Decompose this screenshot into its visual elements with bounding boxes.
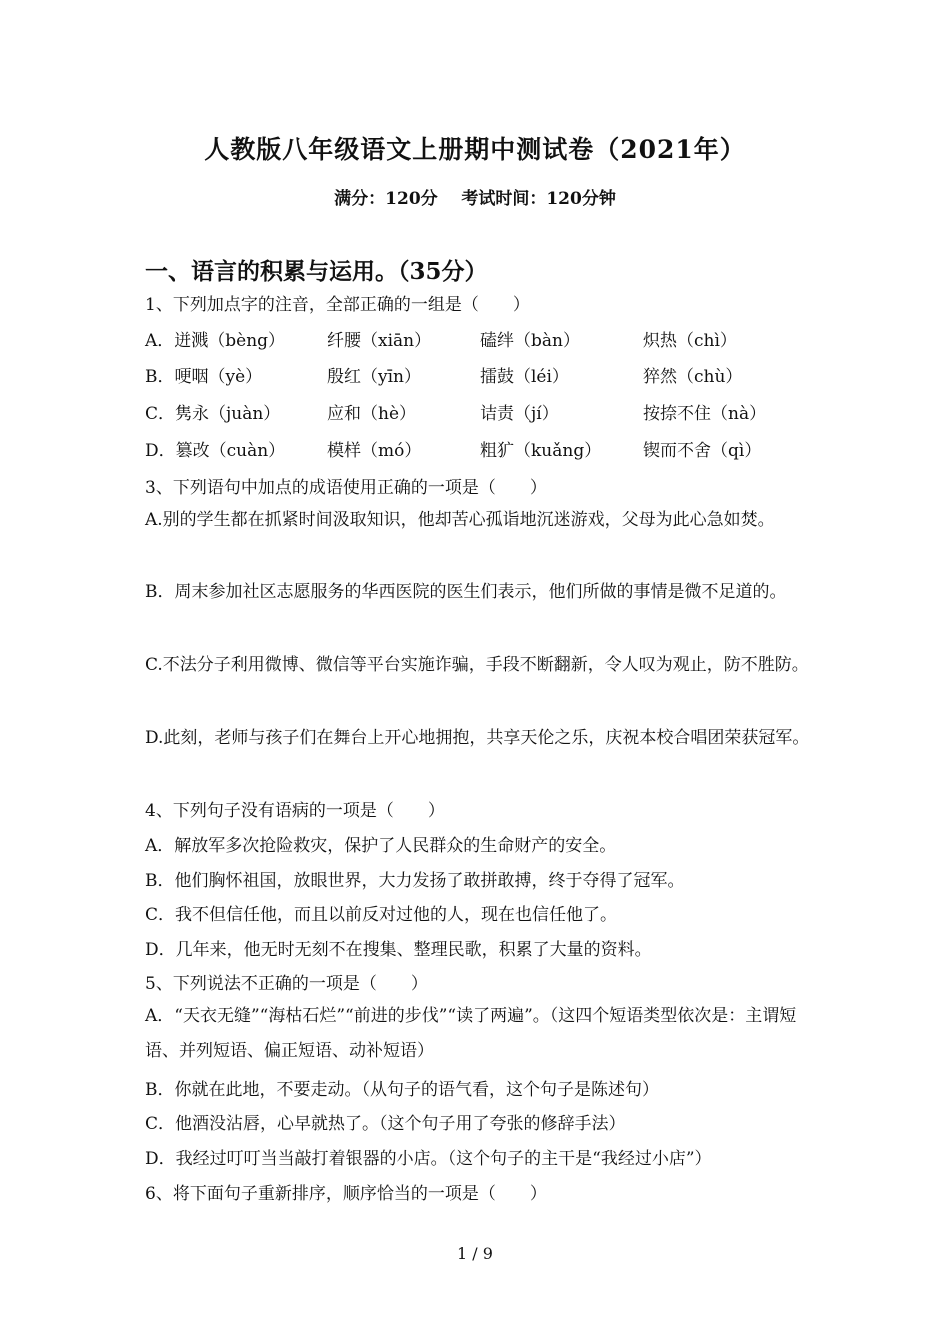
q3-option-b: B．周末参加社区志愿服务的华西医院的医生们表示，他们所做的事情是微不足道的。 (145, 582, 787, 602)
q1-option-a-4: 炽热（chì） (643, 331, 737, 351)
q1-option-a-2: 纤腰（xiān） (327, 331, 432, 351)
q1-option-d-3: 粗犷（kuǎng） (480, 441, 602, 461)
q1-option-c-3: 诘责（jí） (480, 404, 559, 424)
q3-option-a: A.别的学生都在抓紧时间汲取知识，他却苦心孤诣地沉迷游戏，父母为此心急如焚。 (145, 510, 775, 530)
q4-option-a: A．解放军多次抢险救灾，保护了人民群众的生命财产的安全。 (145, 836, 617, 856)
q1-option-c-1: C．隽永（juàn） (145, 404, 281, 424)
q3-option-d: D.此刻，老师与孩子们在舞台上开心地拥抱，共享天伦之乐，庆祝本校合唱团荣获冠军。 (145, 728, 810, 748)
q5-option-d: D．我经过叮叮当当敲打着银器的小店。（这个句子的主干是“我经过小店”） (145, 1149, 712, 1169)
q3-option-c: C.不法分子利用微博、微信等平台实施诈骗，手段不断翻新，令人叹为观止，防不胜防。 (145, 655, 809, 675)
q3-stem: 3、下列语句中加点的成语使用正确的一项是（ ） (145, 478, 547, 498)
q1-option-b-4: 猝然（chù） (643, 367, 743, 387)
q5-option-c: C．他酒没沾唇，心早就热了。（这个句子用了夸张的修辞手法） (145, 1114, 626, 1134)
q1-option-d-1: D．篡改（cuàn） (145, 441, 286, 461)
q1-option-a-3: 磕绊（bàn） (480, 331, 580, 351)
q5-option-a: A．“天衣无缝”“海枯石烂”“前进的步伐”“读了两遍”。（这四个短语类型依次是：主谓短语、并列短语、偏正短语、动补短语） (145, 1006, 797, 1061)
page-subtitle: 满分：120分 考试时间：120分钟 (334, 189, 616, 209)
q4-stem: 4、下列句子没有语病的一项是（ ） (145, 801, 445, 821)
q1-option-c-4: 按捺不住（nà） (643, 404, 767, 424)
q1-option-b-2: 殷红（yīn） (327, 367, 421, 387)
q1-option-a-1: A．迸溅（bèng） (145, 331, 286, 351)
q6-stem: 6、将下面句子重新排序，顺序恰当的一项是（ ） (145, 1184, 547, 1204)
q4-option-b: B．他们胸怀祖国，放眼世界，大力发扬了敢拼敢搏，终于夺得了冠军。 (145, 871, 685, 891)
page-title: 人教版八年级语文上册期中测试卷（2021年） (204, 135, 746, 164)
section-heading: 一、语言的积累与运用。（35分） (145, 258, 488, 285)
q5-stem: 5、下列说法不正确的一项是（ ） (145, 974, 428, 994)
q1-option-b-3: 擂鼓（léi） (480, 367, 569, 387)
q1-option-b-1: B．哽咽（yè） (145, 367, 263, 387)
q4-option-c: C．我不但信任他，而且以前反对过他的人，现在也信任他了。 (145, 905, 618, 925)
page-number: 1 / 9 (457, 1244, 493, 1263)
q4-option-d: D．几年来，他无时无刻不在搜集、整理民歌，积累了大量的资料。 (145, 940, 652, 960)
q1-option-d-2: 模样（mó） (327, 441, 422, 461)
q1-option-d-4: 锲而不舍（qì） (643, 441, 762, 461)
q1-stem: 1、下列加点字的注音，全部正确的一组是（ ） (145, 295, 530, 315)
q1-option-c-2: 应和（hè） (327, 404, 417, 424)
q5-option-b: B．你就在此地，不要走动。（从句子的语气看，这个句子是陈述句） (145, 1080, 659, 1100)
